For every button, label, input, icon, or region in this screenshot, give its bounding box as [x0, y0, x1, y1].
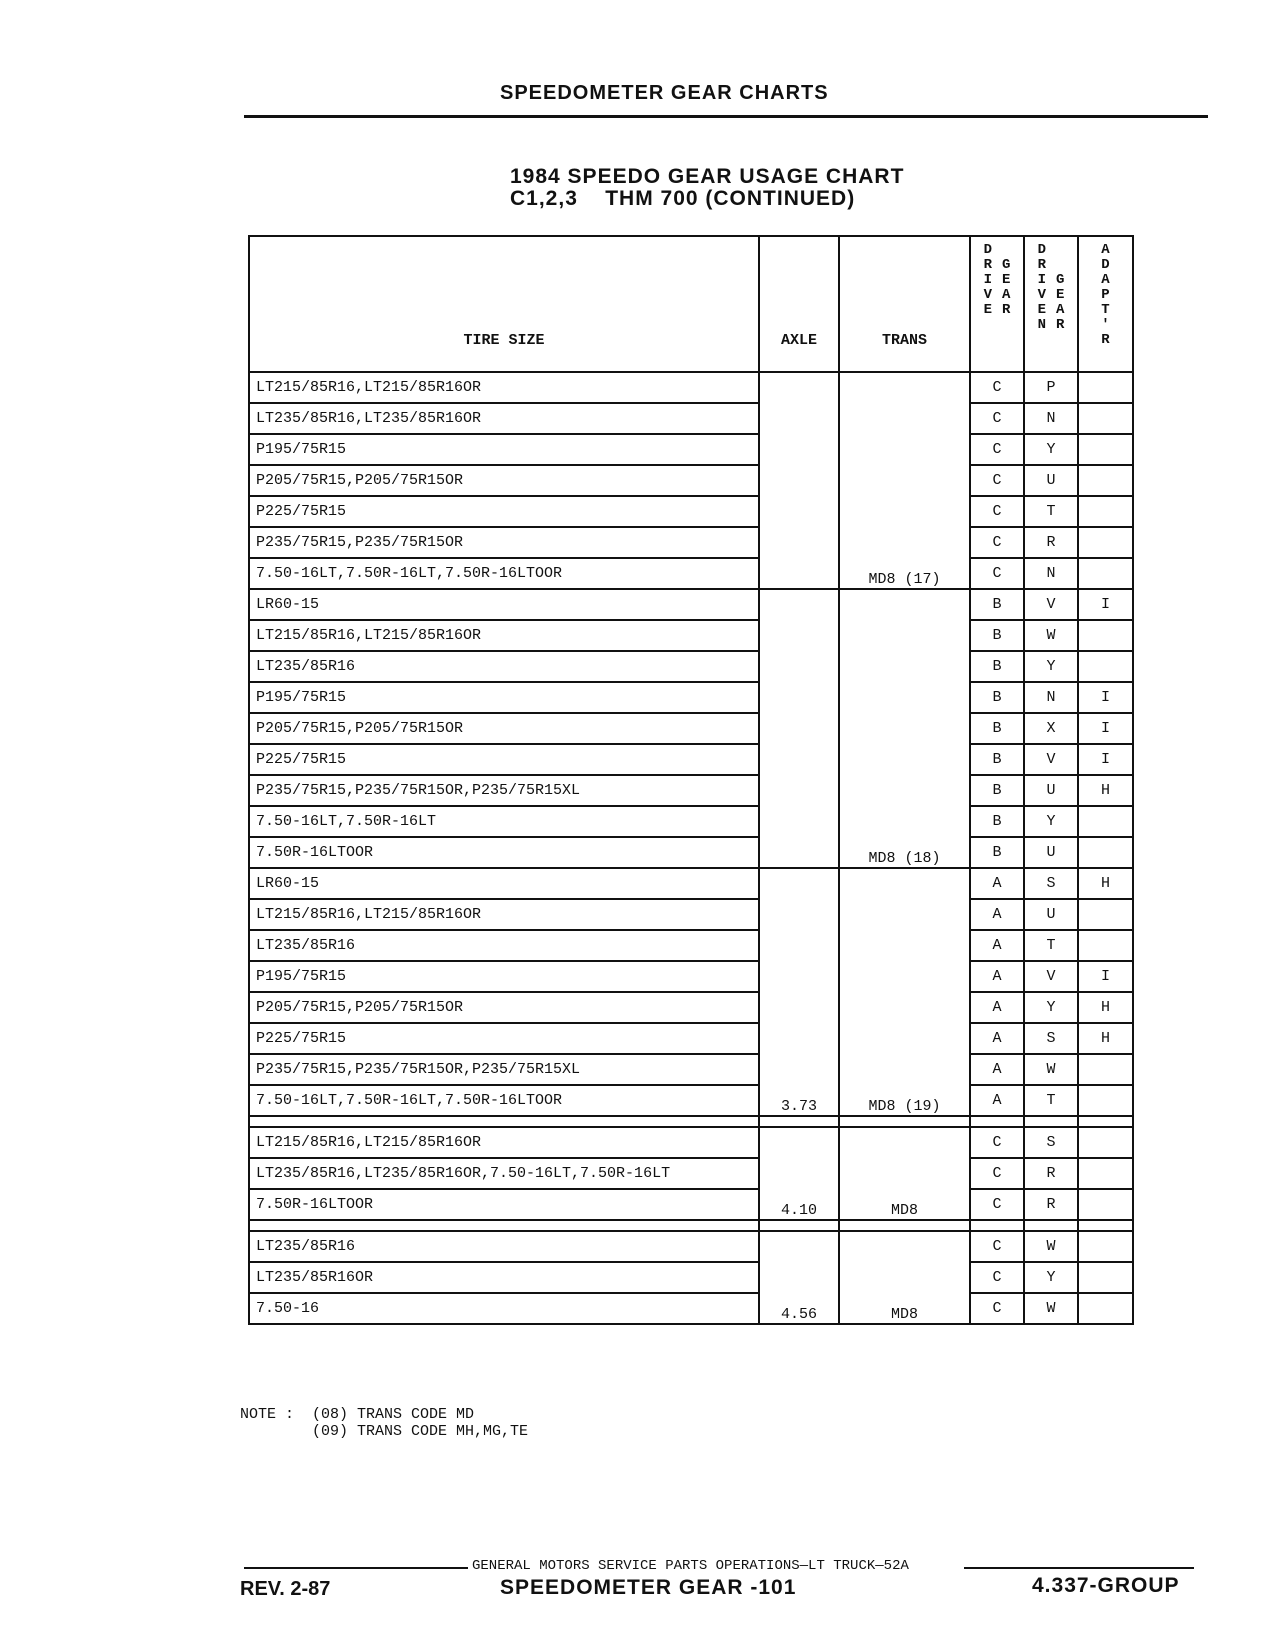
spacer-cell [759, 1116, 839, 1127]
adapter-cell [1078, 372, 1133, 403]
note-line-1: (08) TRANS CODE MD [312, 1406, 475, 1423]
trans-cell: MD8 (18) [839, 589, 970, 868]
adapter-cell [1078, 527, 1133, 558]
tire-size-cell: P225/75R15 [249, 496, 759, 527]
table-row [249, 806, 1133, 837]
adapter-cell: I [1078, 589, 1133, 620]
driven-gear-cell: N [1024, 682, 1078, 713]
adapter-cell [1078, 899, 1133, 930]
axle-cell: 4.10 [759, 1127, 839, 1220]
driven-gear-cell: U [1024, 465, 1078, 496]
drive-gear-cell: B [970, 589, 1024, 620]
drive-gear-cell: C [970, 465, 1024, 496]
adapter-cell [1078, 1158, 1133, 1189]
driven-gear-cell: U [1024, 837, 1078, 868]
table-row [249, 775, 1133, 806]
table-row [249, 899, 1133, 930]
adapter-cell: I [1078, 713, 1133, 744]
drive-gear-cell: B [970, 713, 1024, 744]
adapter-cell [1078, 558, 1133, 589]
drive-gear-cell: C [970, 496, 1024, 527]
driven-gear-cell: Y [1024, 806, 1078, 837]
tire-size-cell: P235/75R15,P235/75R15OR,P235/75R15XL [249, 775, 759, 806]
table-row [249, 713, 1133, 744]
tire-size-cell: P225/75R15 [249, 744, 759, 775]
tire-size-cell: LT215/85R16,LT215/85R16OR [249, 620, 759, 651]
tire-size-cell: 7.50R-16LTOOR [249, 1189, 759, 1220]
trans-cell: MD8 [839, 1231, 970, 1324]
table-row [249, 1085, 1133, 1116]
tire-size-cell: LT235/85R16,LT235/85R16OR [249, 403, 759, 434]
adapter-cell [1078, 434, 1133, 465]
col-header-trans: TRANS [839, 236, 970, 372]
adapter-cell [1078, 806, 1133, 837]
table-row [249, 1023, 1133, 1054]
adapter-cell: I [1078, 744, 1133, 775]
driven-gear-cell: Y [1024, 1262, 1078, 1293]
tire-size-cell: LR60-15 [249, 589, 759, 620]
adapter-cell: H [1078, 868, 1133, 899]
drive-gear-cell: B [970, 806, 1024, 837]
page-header-title: SPEEDOMETER GEAR CHARTS [500, 82, 829, 104]
adapter-cell [1078, 1085, 1133, 1116]
note-label: NOTE : [240, 1406, 295, 1423]
spacer-cell [1024, 1116, 1078, 1127]
driven-gear-cell: U [1024, 775, 1078, 806]
table-row [249, 992, 1133, 1023]
tire-size-cell: P205/75R15,P205/75R15OR [249, 992, 759, 1023]
adapter-cell: I [1078, 961, 1133, 992]
tire-size-cell: P205/75R15,P205/75R15OR [249, 465, 759, 496]
gear-label: G E A R [1056, 272, 1065, 333]
table-row [249, 930, 1133, 961]
spacer-cell [1078, 1116, 1133, 1127]
table-row [249, 1054, 1133, 1085]
tire-size-cell: 7.50-16LT,7.50R-16LT,7.50R-16LTOOR [249, 1085, 759, 1116]
table-row [249, 558, 1133, 589]
driven-gear-cell: T [1024, 1085, 1078, 1116]
table-row [249, 1293, 1133, 1324]
tire-size-cell: P205/75R15,P205/75R15OR [249, 713, 759, 744]
table-row [249, 403, 1133, 434]
table-body [249, 372, 1133, 1324]
footer-group-number: 4.337-GROUP [1032, 1574, 1180, 1597]
footer-rule-right [964, 1567, 1194, 1569]
trans-cell: MD8 (17) [839, 372, 970, 589]
table-row [249, 1262, 1133, 1293]
adapter-cell [1078, 620, 1133, 651]
gear-label: G E A R [1002, 257, 1011, 318]
driven-gear-cell: Y [1024, 651, 1078, 682]
drive-gear-cell: C [970, 1293, 1024, 1324]
tire-size-cell: LT235/85R16 [249, 930, 759, 961]
drive-gear-cell: C [970, 527, 1024, 558]
spacer-cell [1078, 1220, 1133, 1231]
footer-revision: REV. 2-87 [240, 1578, 331, 1600]
adapter-cell: H [1078, 992, 1133, 1023]
drive-gear-cell: C [970, 1189, 1024, 1220]
adapter-cell [1078, 651, 1133, 682]
adapter-cell [1078, 1189, 1133, 1220]
drive-gear-cell: B [970, 775, 1024, 806]
axle-cell [759, 589, 839, 868]
drive-gear-cell: C [970, 1158, 1024, 1189]
note-line-2: (09) TRANS CODE MH,MG,TE [312, 1423, 529, 1440]
drive-gear-cell: C [970, 1231, 1024, 1262]
note-block [240, 1406, 528, 1440]
table-row [249, 372, 1133, 403]
header-rule [244, 115, 1208, 118]
drive-gear-cell: A [970, 1054, 1024, 1085]
tire-size-cell: LT235/85R16,LT235/85R16OR,7.50-16LT,7.50R-16LT [249, 1158, 759, 1189]
table-row [249, 837, 1133, 868]
footer-operations-text: GENERAL MOTORS SERVICE PARTS OPERATIONS—LT TRUCK—52A [472, 1558, 909, 1574]
tire-size-cell: P225/75R15 [249, 1023, 759, 1054]
tire-size-cell: 7.50-16 [249, 1293, 759, 1324]
spacer-cell [1024, 1220, 1078, 1231]
adapter-cell [1078, 930, 1133, 961]
table-row [249, 465, 1133, 496]
tire-size-cell: P195/75R15 [249, 682, 759, 713]
driven-gear-cell: S [1024, 1023, 1078, 1054]
tire-size-cell: P195/75R15 [249, 434, 759, 465]
driven-gear-cell: W [1024, 1231, 1078, 1262]
spacer-cell [839, 1220, 970, 1231]
drive-gear-cell: B [970, 620, 1024, 651]
spacer-cell [249, 1220, 759, 1231]
driven-gear-cell: N [1024, 403, 1078, 434]
drive-gear-cell: B [970, 837, 1024, 868]
axle-cell: 3.73 [759, 868, 839, 1116]
drive-label: D R I V E [983, 242, 992, 318]
group-spacer-row [249, 1220, 1133, 1231]
adapter-cell [1078, 1127, 1133, 1158]
table-header-row [249, 236, 1133, 372]
table-row [249, 527, 1133, 558]
drive-gear-cell: A [970, 899, 1024, 930]
col-header-tire-size: TIRE SIZE [249, 236, 759, 372]
col-header-drive-gear [970, 236, 1024, 372]
driven-gear-cell: V [1024, 589, 1078, 620]
group-spacer-row [249, 1116, 1133, 1127]
driven-gear-cell: S [1024, 868, 1078, 899]
driven-gear-cell: T [1024, 496, 1078, 527]
driven-gear-cell: Y [1024, 992, 1078, 1023]
axle-cell [759, 372, 839, 589]
spacer-cell [249, 1116, 759, 1127]
tire-size-cell: 7.50-16LT,7.50R-16LT [249, 806, 759, 837]
tire-size-cell: LT235/85R16 [249, 1231, 759, 1262]
footer-rule-left [244, 1567, 468, 1569]
drive-gear-cell: A [970, 1085, 1024, 1116]
drive-gear-cell: B [970, 651, 1024, 682]
table-row [249, 868, 1133, 899]
adapter-cell [1078, 1231, 1133, 1262]
tire-size-cell: 7.50-16LT,7.50R-16LT,7.50R-16LTOOR [249, 558, 759, 589]
table-row [249, 1231, 1133, 1262]
speedo-gear-table [248, 235, 1134, 1325]
adapter-cell [1078, 837, 1133, 868]
driven-gear-cell: X [1024, 713, 1078, 744]
tire-size-cell: P195/75R15 [249, 961, 759, 992]
trans-cell: MD8 (19) [839, 868, 970, 1116]
tire-size-cell: 7.50R-16LTOOR [249, 837, 759, 868]
axle-cell: 4.56 [759, 1231, 839, 1324]
table-row [249, 744, 1133, 775]
driven-gear-cell: V [1024, 744, 1078, 775]
adapter-cell [1078, 465, 1133, 496]
tire-size-cell: LT235/85R16OR [249, 1262, 759, 1293]
driven-gear-cell: W [1024, 1293, 1078, 1324]
table-row [249, 434, 1133, 465]
adapter-cell [1078, 1262, 1133, 1293]
tire-size-cell: LT215/85R16,LT215/85R16OR [249, 372, 759, 403]
tire-size-cell: LR60-15 [249, 868, 759, 899]
footer-page-label: SPEEDOMETER GEAR -101 [500, 1576, 797, 1599]
tire-size-cell: LT235/85R16 [249, 651, 759, 682]
adapter-cell [1078, 496, 1133, 527]
drive-gear-cell: A [970, 961, 1024, 992]
tire-size-cell: LT215/85R16,LT215/85R16OR [249, 899, 759, 930]
driven-gear-cell: Y [1024, 434, 1078, 465]
drive-gear-cell: C [970, 1262, 1024, 1293]
driven-gear-cell: N [1024, 558, 1078, 589]
col-header-adapter [1078, 236, 1133, 372]
col-header-driven-gear [1024, 236, 1078, 372]
tire-size-cell: LT215/85R16,LT215/85R16OR [249, 1127, 759, 1158]
driven-gear-cell: V [1024, 961, 1078, 992]
drive-gear-cell: A [970, 930, 1024, 961]
adapter-cell [1078, 1293, 1133, 1324]
adapter-cell [1078, 403, 1133, 434]
drive-gear-cell: A [970, 868, 1024, 899]
table-row [249, 620, 1133, 651]
drive-gear-cell: C [970, 1127, 1024, 1158]
drive-gear-cell: C [970, 372, 1024, 403]
col-header-axle: AXLE [759, 236, 839, 372]
adapter-label: A D A P T ' R [1101, 242, 1110, 348]
trans-cell: MD8 [839, 1127, 970, 1220]
drive-gear-cell: A [970, 1023, 1024, 1054]
driven-gear-cell: W [1024, 620, 1078, 651]
driven-label: D R I V E N [1037, 242, 1046, 333]
spacer-cell [970, 1220, 1024, 1231]
table-row [249, 1158, 1133, 1189]
table-row [249, 496, 1133, 527]
chart-title-line-1: 1984 SPEEDO GEAR USAGE CHART [510, 165, 905, 188]
spacer-cell [839, 1116, 970, 1127]
table-row [249, 651, 1133, 682]
drive-gear-cell: B [970, 744, 1024, 775]
driven-gear-cell: U [1024, 899, 1078, 930]
adapter-cell [1078, 1054, 1133, 1085]
adapter-cell: I [1078, 682, 1133, 713]
tire-size-cell: P235/75R15,P235/75R15OR,P235/75R15XL [249, 1054, 759, 1085]
drive-gear-cell: A [970, 992, 1024, 1023]
table-row [249, 1189, 1133, 1220]
table-row [249, 682, 1133, 713]
driven-gear-cell: S [1024, 1127, 1078, 1158]
drive-gear-cell: C [970, 558, 1024, 589]
table-row [249, 1127, 1133, 1158]
driven-gear-cell: W [1024, 1054, 1078, 1085]
tire-size-cell: P235/75R15,P235/75R15OR [249, 527, 759, 558]
driven-gear-cell: R [1024, 1189, 1078, 1220]
chart-title-line-2: C1,2,3 THM 700 (CONTINUED) [510, 187, 856, 210]
spacer-cell [759, 1220, 839, 1231]
table-row [249, 589, 1133, 620]
spacer-cell [970, 1116, 1024, 1127]
driven-gear-cell: R [1024, 1158, 1078, 1189]
adapter-cell: H [1078, 1023, 1133, 1054]
drive-gear-cell: B [970, 682, 1024, 713]
chart-title [510, 166, 970, 210]
driven-gear-cell: T [1024, 930, 1078, 961]
adapter-cell: H [1078, 775, 1133, 806]
drive-gear-cell: C [970, 434, 1024, 465]
driven-gear-cell: P [1024, 372, 1078, 403]
driven-gear-cell: R [1024, 527, 1078, 558]
drive-gear-cell: C [970, 403, 1024, 434]
table-row [249, 961, 1133, 992]
